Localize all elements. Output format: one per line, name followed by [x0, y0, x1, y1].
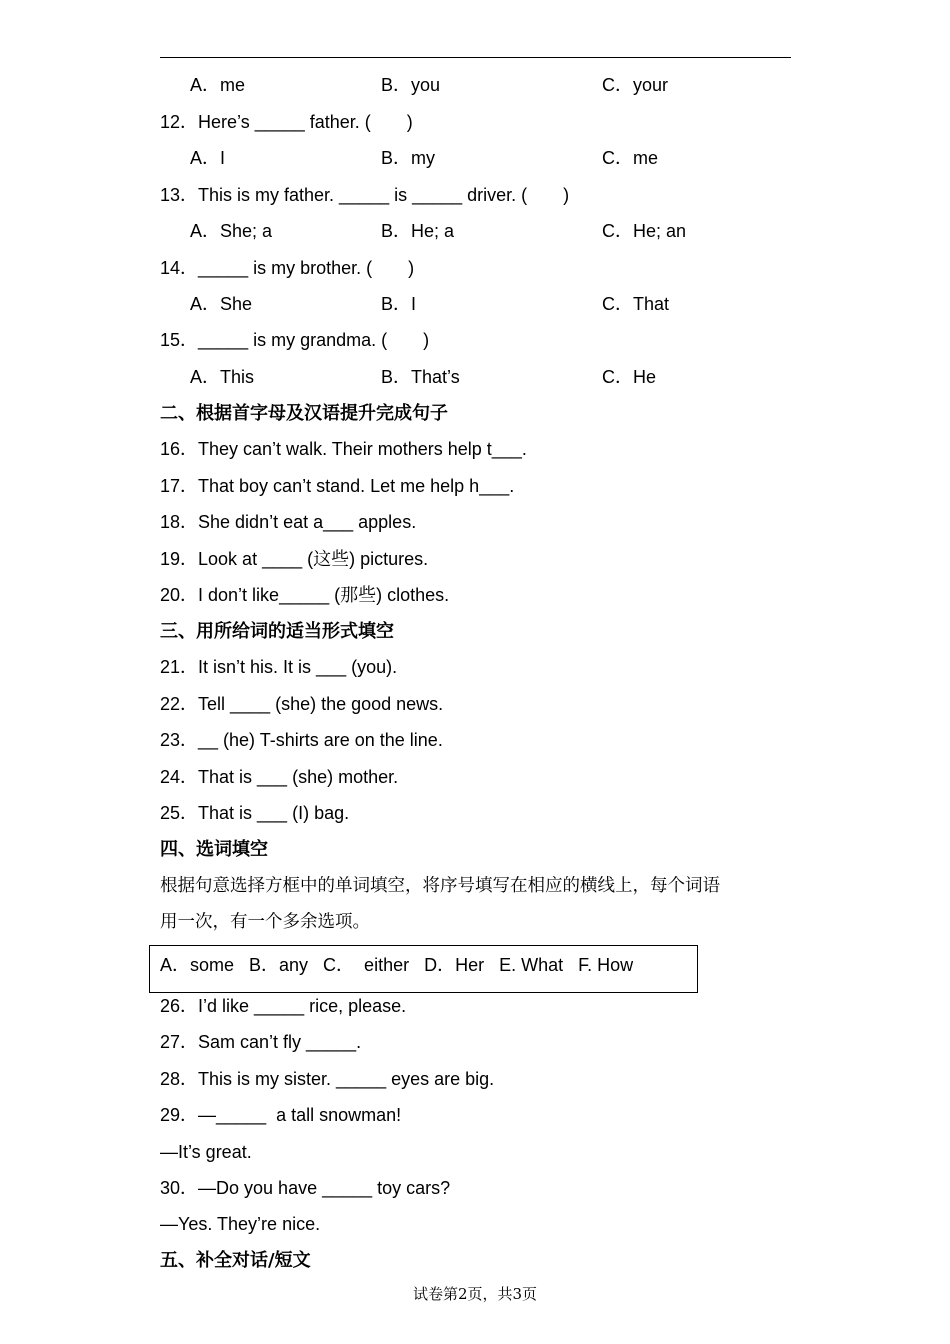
- question-16: 16．They can’t walk. Their mothers help t___.: [160, 439, 527, 459]
- q15-option-c: C．He: [602, 367, 657, 387]
- question-25: 25．That is ___ (I) bag.: [160, 803, 350, 823]
- q11-option-b: B．you: [381, 75, 441, 95]
- header-rule: [160, 57, 791, 58]
- q13-option-a: A．She; a: [190, 221, 273, 241]
- q13-text: 13．This is my father. _____ is _____ driver. ( ): [160, 185, 570, 205]
- q14-text: 14．_____ is my brother. ( ): [160, 258, 415, 278]
- q11-option-a: A．me: [190, 75, 246, 95]
- section-4-instruction-line-2: 用一次，有一个多余选项。: [160, 912, 370, 932]
- question-20: 20．I don’t like_____ (那些) clothes.: [160, 585, 450, 605]
- section-2-title: 二、根据首字母及汉语提升完成句子: [160, 403, 448, 424]
- section-4-instruction-line-1: 根据句意选择方框中的单词填空，将序号填写在相应的横线上，每个词语: [160, 876, 720, 896]
- question-30-reply: —Yes. They’re nice.: [160, 1214, 321, 1234]
- question-21: 21．It isn’t his. It is ___ (you).: [160, 657, 398, 677]
- q13-option-c: C．He; an: [602, 221, 687, 241]
- q11-option-c: C．your: [602, 75, 669, 95]
- question-26: 26．I’d like _____ rice, please.: [160, 996, 407, 1016]
- question-19: 19．Look at ____ (这些) pictures.: [160, 549, 429, 569]
- question-30: 30．—Do you have _____ toy cars?: [160, 1178, 451, 1198]
- q15-option-a: A．This: [190, 367, 255, 387]
- q12-text: 12．Here’s _____ father. ( ): [160, 112, 413, 132]
- question-17: 17．That boy can’t stand. Let me help h___.: [160, 476, 515, 496]
- q13-option-b: B．He; a: [381, 221, 455, 241]
- question-29: 29．—_____ a tall snowman!: [160, 1105, 402, 1125]
- page-footer: 试卷第2页，共3页: [412, 1285, 538, 1303]
- question-18: 18．She didn’t eat a___ apples.: [160, 512, 417, 532]
- q14-option-c: C．That: [602, 294, 670, 314]
- section-3-title: 三、用所给词的适当形式填空: [160, 621, 394, 642]
- q15-text: 15．_____ is my grandma. ( ): [160, 330, 430, 350]
- section-5-title: 五、补全对话/短文: [160, 1250, 311, 1271]
- question-22: 22．Tell ____ (she) the good news.: [160, 694, 444, 714]
- q14-option-a: A．She: [190, 294, 253, 314]
- word-box-options: A．some B．any C． either D．Her E. What F. How: [160, 955, 634, 975]
- question-28: 28．This is my sister. _____ eyes are big.: [160, 1069, 495, 1089]
- q15-option-b: B．That’s: [381, 367, 460, 387]
- question-29-reply: —It’s great.: [160, 1142, 252, 1162]
- question-27: 27．Sam can’t fly _____.: [160, 1032, 362, 1052]
- question-24: 24．That is ___ (she) mother.: [160, 767, 399, 787]
- q12-option-a: A．I: [190, 148, 226, 168]
- q12-option-b: B．my: [381, 148, 435, 168]
- section-4-title: 四、选词填空: [160, 839, 268, 860]
- q12-option-c: C．me: [602, 148, 659, 168]
- question-23: 23．__ (he) T-shirts are on the line.: [160, 730, 443, 750]
- q14-option-b: B．I: [381, 294, 417, 314]
